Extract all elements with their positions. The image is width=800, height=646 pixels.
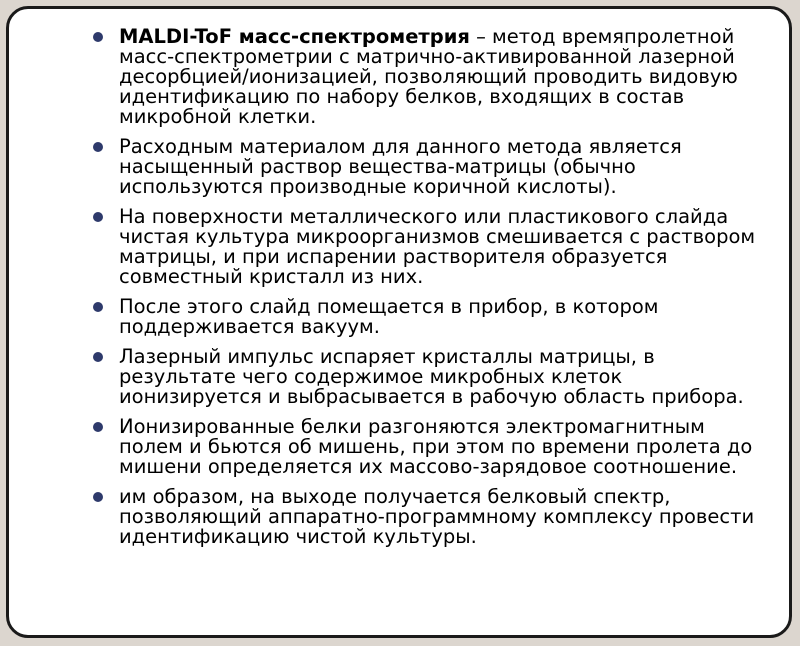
bullet-dot-icon (93, 212, 103, 222)
bullet-item-spectrum (91, 487, 771, 547)
bullet-text: Ионизированные белки разгоняются электромагнитным полем и бьются об мишень, при этом по времени пролета до мишени определяется их массово-зарядовое соотношение. (119, 415, 753, 478)
bullet-text: На поверхности металлического или пластикового слайда чистая культура микроорганизмов смешивается с раствором матрицы, и при испарении растворителя образуется совместный кристалл из них. (119, 205, 756, 288)
bullet-text: Расходным материалом для данного метода является насыщенный раствор вещества-матрицы (обычно используются производные коричной кислоты). (119, 135, 682, 198)
bullet-item-maldi (91, 27, 771, 127)
bullet-dot-icon (93, 492, 103, 502)
bullet-item-acceleration (91, 417, 771, 477)
bullet-dot-icon (93, 32, 103, 42)
bullet-item-slide-prep (91, 207, 771, 287)
bullet-dot-icon (93, 302, 103, 312)
bullet-text: После этого слайд помещается в прибор, в котором поддерживается вакуум. (119, 295, 659, 338)
bullet-text: Лазерный импульс испаряет кристаллы матрицы, в результате чего содержимое микробных клеток ионизируется и выбрасывается в рабочую область прибора. (119, 345, 744, 408)
bullet-item-laser (91, 347, 771, 407)
bullet-dot-icon (93, 142, 103, 152)
bullet-list (91, 27, 771, 547)
bullet-text: – метод времяпролетной масс-спектрометрии с матрично-активированной лазерной десорбцией/ионизацией, позволяющий проводить видовую идентификацию по набору белков, входящих в состав микробной клетки. (119, 25, 738, 128)
slide-frame (6, 6, 792, 638)
bullet-item-matrix (91, 137, 771, 197)
bullet-lead-term: MALDI-ToF масс-спектрометрия (119, 25, 470, 48)
bullet-dot-icon (93, 352, 103, 362)
bullet-dot-icon (93, 422, 103, 432)
bullet-item-vacuum (91, 297, 771, 337)
slide-content (91, 27, 771, 557)
bullet-text: им образом, на выходе получается белковый спектр, позволяющий аппаратно-программному комплексу провести идентификацию чистой культуры. (119, 485, 755, 548)
